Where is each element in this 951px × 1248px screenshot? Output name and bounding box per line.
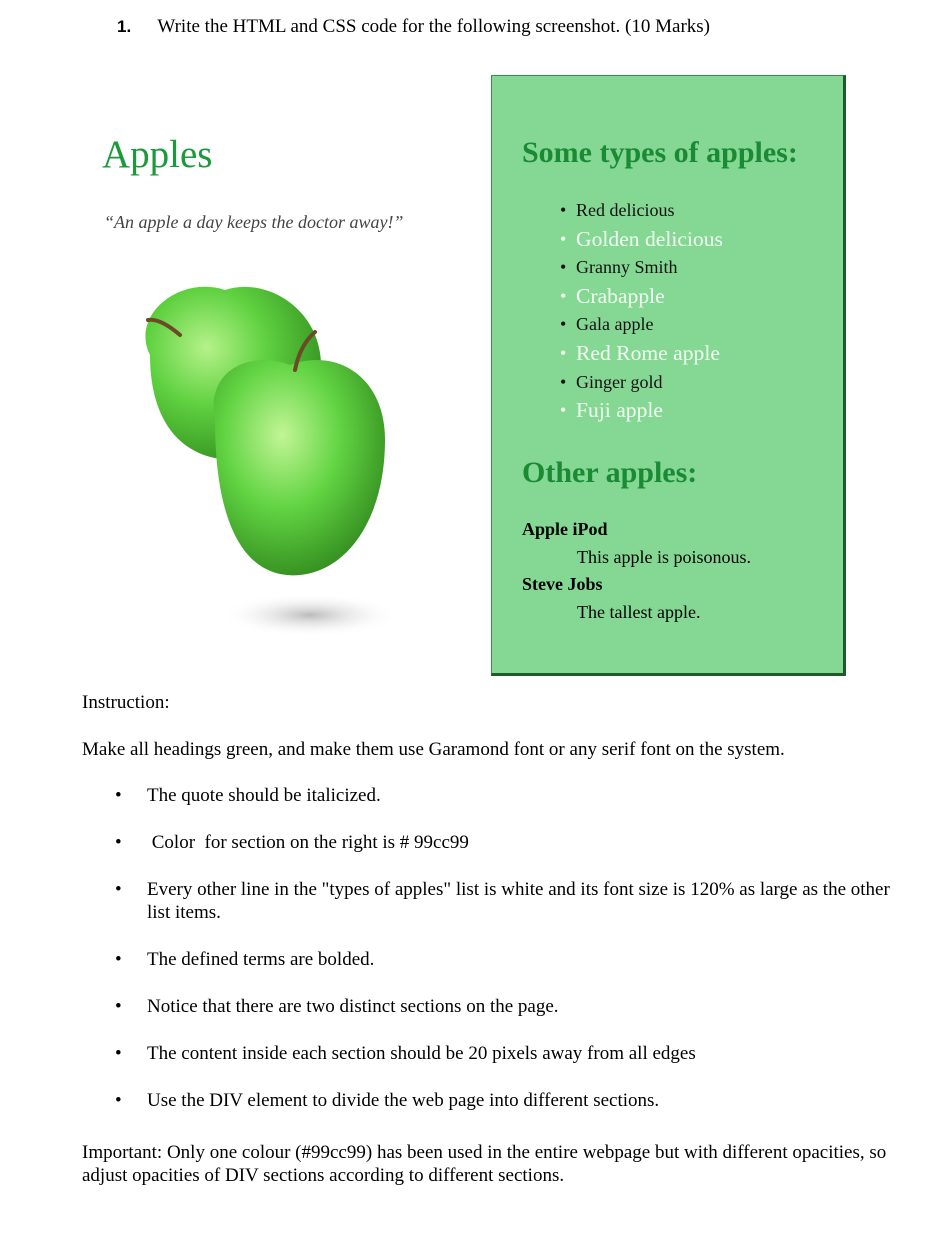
list-item: • Red Rome apple: [522, 339, 723, 368]
definition-desc: This apple is poisonous.: [577, 546, 751, 567]
types-heading: Some types of apples:: [522, 136, 798, 169]
list-item: • Gala apple: [522, 310, 723, 339]
list-item: • Granny Smith: [522, 253, 723, 282]
list-item: • Fuji apple: [522, 396, 723, 425]
right-section: [491, 75, 846, 676]
list-item: • Notice that there are two distinct sections on the page.: [82, 995, 912, 1018]
list-item: • The content inside each section should be 20 pixels away from all edges: [82, 1042, 912, 1065]
other-heading: Other apples:: [522, 456, 698, 489]
list-item: • The quote should be italicized.: [82, 784, 912, 807]
green-apples-image: [120, 270, 410, 650]
left-section: [80, 80, 480, 680]
important-note: Important: Only one colour (#99cc99) has been used in the entire webpage but with different opacities, so adjust opacities of DIV sections according to different sections.: [82, 1142, 887, 1186]
list-item: • Color for section on the right is # 99cc99: [82, 831, 912, 854]
list-item: • Golden delicious: [522, 225, 723, 254]
definition-desc: The tallest apple.: [577, 601, 701, 622]
question-text: Write the HTML and CSS code for the following screenshot. (10 Marks): [157, 16, 710, 37]
types-list: [522, 196, 723, 425]
definitions-list: [522, 516, 751, 626]
list-item: • Ginger gold: [522, 368, 723, 397]
list-item: • Crabapple: [522, 282, 723, 311]
apple-quote: “An apple a day keeps the doctor away!”: [104, 212, 404, 232]
definition-term: Steve Jobs: [522, 574, 603, 594]
instruction-list: [82, 784, 912, 1136]
list-item: • The defined terms are bolded.: [82, 948, 912, 971]
definition-term: Apple iPod: [522, 519, 608, 539]
list-item: • Red delicious: [522, 196, 723, 225]
instruction-main: Make all headings green, and make them use Garamond font or any serif font on the system.: [82, 739, 785, 760]
list-item: • Use the DIV element to divide the web page into different sections.: [82, 1089, 912, 1112]
apples-heading: Apples: [102, 133, 213, 176]
question-number: 1.: [117, 17, 132, 36]
list-item: • Every other line in the "types of apples" list is white and its font size is 120% as large as the other list items.: [82, 878, 912, 924]
question: [117, 16, 710, 38]
instruction-title: Instruction:: [82, 692, 170, 713]
